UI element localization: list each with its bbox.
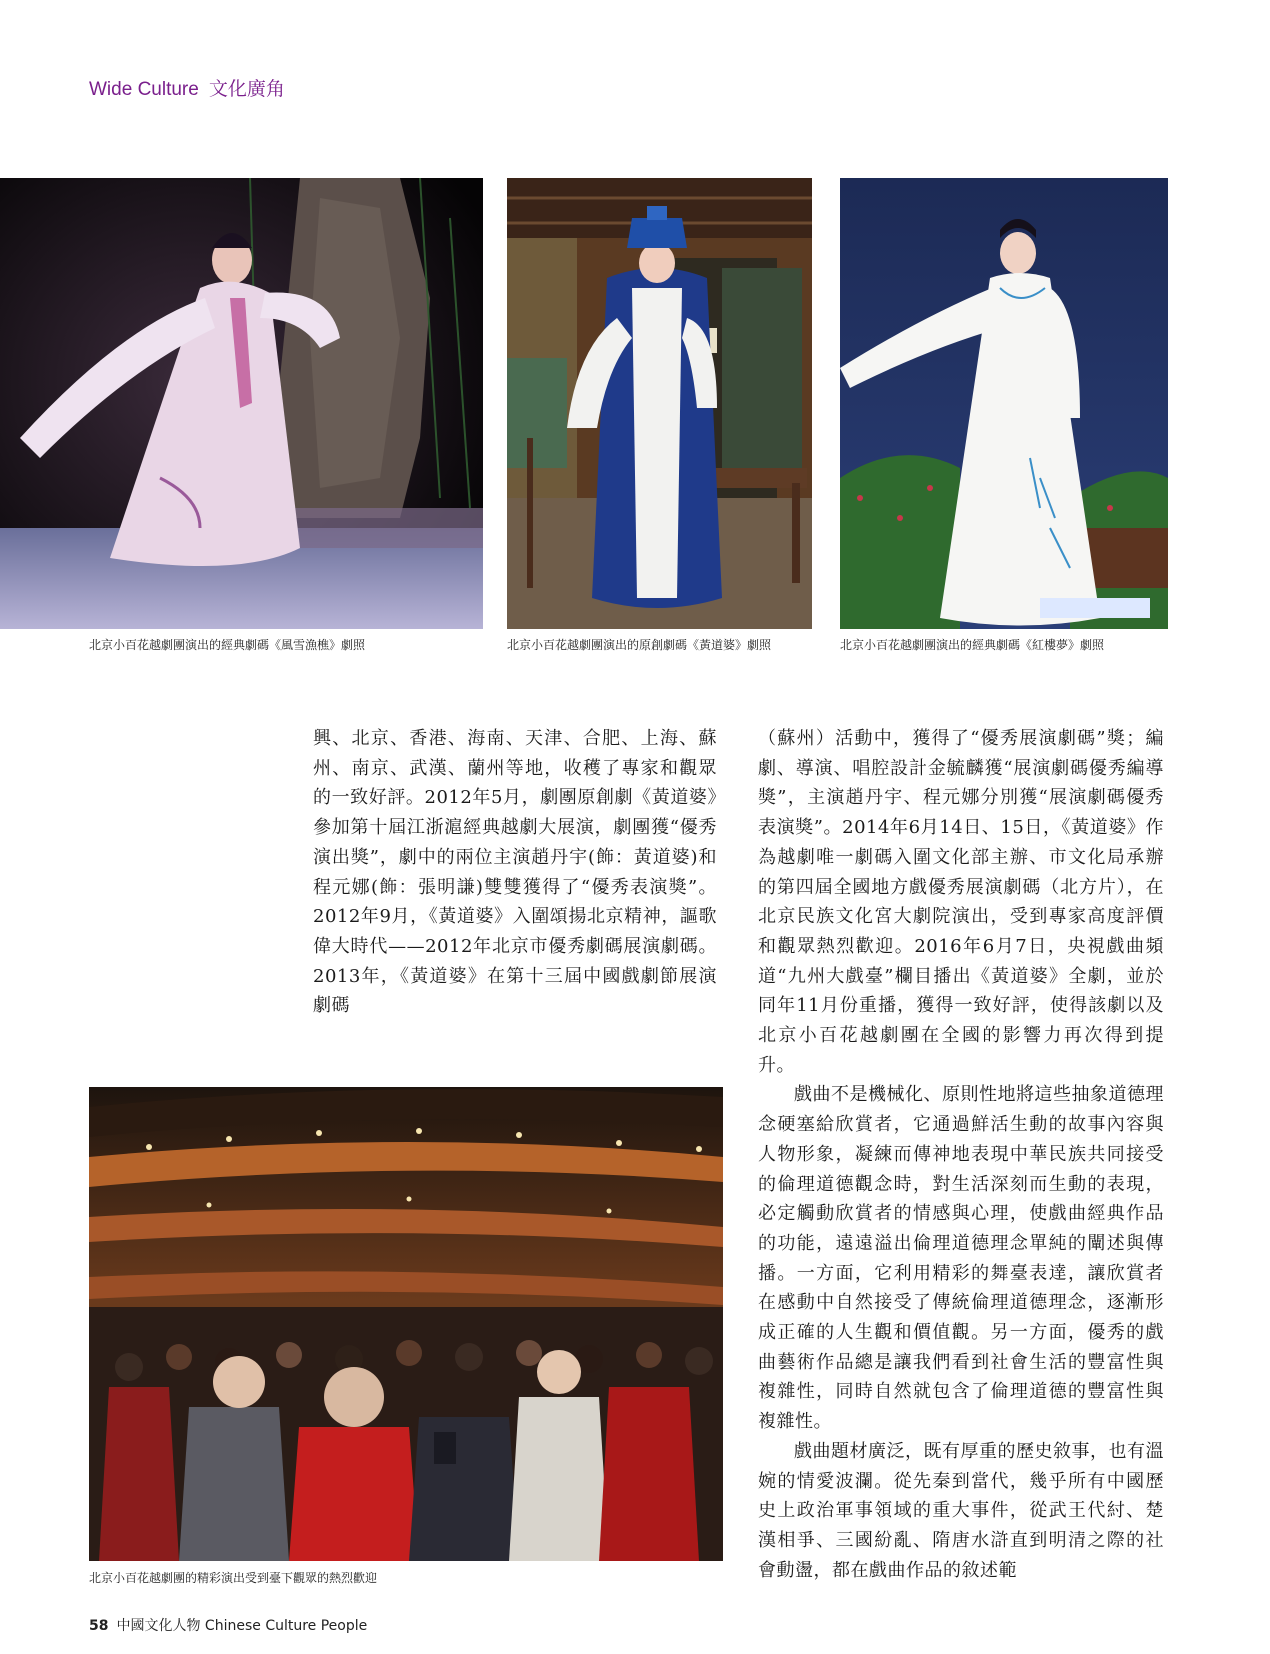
page-number: 58 [89,1618,109,1634]
section-title-en: Wide Culture [89,79,199,100]
page-footer [89,1615,367,1635]
article-paragraph: （蘇州）活動中，獲得了“優秀展演劇碼”獎；編劇、導演、唱腔設計金毓麟獲“展演劇碼優秀編導獎”，主演趙丹宇、程元娜分別獲“展演劇碼優秀表演獎”。2014年6月14日、15日，《黃道婆》作為越劇唯一劇碼入圍文化部主辦、市文化局承辦的第四屆全國地方戲優秀展演劇碼（北方片），在北京民族文化宮大劇院演出，受到專家高度評價和觀眾熱烈歡迎。2016年6月7日，央視戲曲頻道“九州大戲臺”欄目播出《黃道婆》全劇，並於同年11月份重播，獲得一致好評，使得該劇以及北京小百花越劇團在全國的影響力再次得到提升。 [758,728,1164,1076]
article-column-left [313,724,717,1021]
photo-caption: 北京小百花越劇團演出的經典劇碼《風雪漁樵》劇照 [89,638,366,652]
article-column-right [758,724,1164,1585]
photo-audience [89,1087,723,1561]
magazine-name: 中國文化人物 Chinese Culture People [116,1618,368,1634]
photo-caption: 北京小百花越劇團演出的經典劇碼《紅樓夢》劇照 [840,638,1105,652]
photo-huang-daopo [507,178,812,629]
section-title-zh: 文化廣角 [208,78,285,100]
photo-hongloumeng [840,178,1168,629]
article-paragraph: 戲曲不是機械化、原則性地將這些抽象道德理念硬塞給欣賞者，它通過鮮活生動的故事內容與人物形象，凝練而傳神地表現中華民族共同接受的倫理道德觀念時，對生活深刻而生動的表現，必定觸動欣賞者的情感與心理，使戲曲經典作品的功能，遠遠溢出倫理道德理念單純的闡述與傳播。一方面，它利用精彩的舞臺表達，讓欣賞者在感動中自然接受了傳統倫理道德理念，逐漸形成正確的人生觀和價值觀。另一方面，優秀的戲曲藝術作品總是讓我們看到社會生活的豐富性與複雜性，同時自然就包含了倫理道德的豐富性與複雜性。 [758,1084,1164,1433]
photo-fengxue-yuqiao [0,178,483,629]
article-paragraph: 戲曲題材廣泛，既有厚重的歷史敘事，也有溫婉的情愛波瀾。從先秦到當代，幾乎所有中國歷史上政治軍事領域的重大事件，從武王代紂、楚漢相爭、三國紛亂、隋唐水滸直到明清之際的社會動盪，都在戲曲作品的敘述範 [758,1440,1164,1581]
photo-caption: 北京小百花越劇團演出的原創劇碼《黃道婆》劇照 [507,638,772,652]
section-header [89,74,285,101]
photo-caption: 北京小百花越劇團的精彩演出受到臺下觀眾的熱烈歡迎 [89,1571,378,1585]
article-paragraph: 興、北京、香港、海南、天津、合肥、上海、蘇州、南京、武漢、蘭州等地，收穫了專家和觀眾的一致好評。2012年5月，劇團原創劇《黃道婆》參加第十屆江浙滬經典越劇大展演，劇團獲“優秀演出獎”，劇中的兩位主演趙丹宇(飾：黃道婆)和程元娜(飾：張明謙)雙雙獲得了“優秀表演獎”。 2012年9月，《黃道婆》入圍頌揚北京精神，謳歌偉大時代——2012年北京市優秀劇碼展演劇碼。2013年，《黃道婆》在第十三屆中國戲劇節展演劇碼 [313,728,717,1017]
